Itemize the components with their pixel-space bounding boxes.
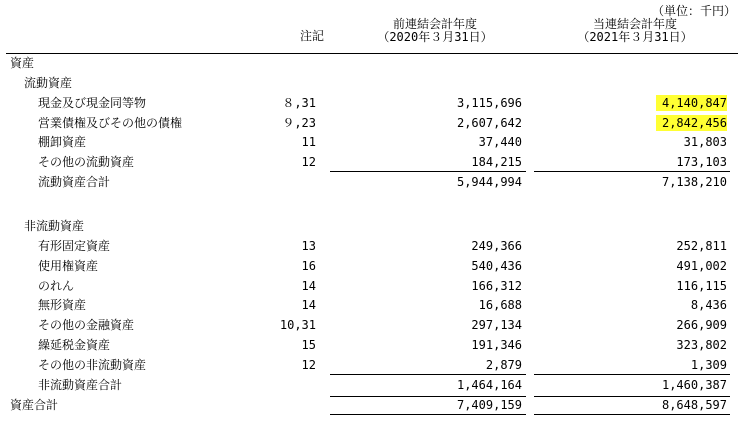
row-curr-value: 8,436 [690, 298, 727, 312]
row-label: 棚卸資産 [38, 135, 87, 149]
subtotal-rule-prev [330, 374, 526, 375]
total-rule-prev-bottom [330, 414, 526, 415]
row-label: 使用権資産 [38, 259, 99, 273]
row-prev-value: 37,440 [478, 135, 522, 149]
row-note: 11 [301, 135, 316, 149]
total-rule-curr [534, 396, 730, 397]
row-prev-value: 2,607,642 [456, 116, 522, 130]
row-prev-value: 16,688 [478, 298, 522, 312]
row-note: 15 [301, 338, 316, 352]
row-label: 有形固定資産 [38, 239, 111, 253]
row-label: その他の金融資産 [38, 318, 135, 332]
row-curr-value: 491,002 [676, 259, 727, 273]
subtotal-rule-prev [330, 171, 526, 172]
row-label: その他の流動資産 [38, 155, 135, 169]
row-prev-value: 1,464,164 [456, 378, 522, 392]
row-prev-value: 191,346 [471, 338, 522, 352]
row-label: 営業債権及びその他の債権 [38, 116, 183, 130]
row-curr-value: 116,115 [676, 279, 727, 293]
row-curr-value: 323,802 [676, 338, 727, 352]
row-label: 資産合計 [10, 398, 59, 412]
row-prev-value: 3,115,696 [456, 96, 522, 110]
row-note: 14 [301, 298, 316, 312]
row-prev-value: 2,879 [485, 358, 522, 372]
row-curr-value: 173,103 [676, 155, 727, 169]
row-prev-value: 249,366 [471, 239, 522, 253]
row-label: 繰延税金資産 [38, 338, 111, 352]
row-note: 12 [301, 358, 316, 372]
subtotal-rule-curr [534, 171, 730, 172]
row-curr-value: 1,460,387 [661, 378, 727, 392]
header-curr-title: 当連結会計年度 [592, 17, 677, 31]
row-prev-value: 540,436 [471, 259, 522, 273]
row-curr-value: 7,138,210 [661, 175, 727, 189]
row-prev-value: 7,409,159 [456, 398, 522, 412]
subtotal-rule-curr [534, 374, 730, 375]
header-prev-title: 前連結会計年度 [392, 17, 477, 31]
row-label: その他の非流動資産 [38, 358, 147, 372]
row-label: 現金及び現金同等物 [38, 96, 147, 110]
row-label: 流動資産合計 [38, 175, 111, 189]
row-prev-value: 297,134 [471, 318, 522, 332]
row-label: 無形資産 [38, 298, 87, 312]
row-label: 非流動資産 [24, 219, 85, 233]
row-label: 流動資産 [24, 76, 73, 90]
row-note: 10,31 [279, 318, 316, 332]
row-note: 16 [301, 259, 316, 273]
row-curr-value: 31,803 [683, 135, 727, 149]
row-curr-value: 8,648,597 [661, 398, 727, 412]
header-curr-date: （2021年３月31日） [577, 30, 693, 44]
row-curr-value: 266,909 [676, 318, 727, 332]
row-label: のれん [38, 279, 75, 293]
row-label: 資産 [10, 56, 35, 70]
highlighted-value: 4,140,847 [656, 95, 727, 111]
row-note: 12 [301, 155, 316, 169]
unit-label: （単位：千円） [651, 4, 736, 18]
row-curr-value [580, 116, 727, 130]
row-prev-value: 184,215 [471, 155, 522, 169]
row-note: 13 [301, 239, 316, 253]
header-rule [6, 53, 738, 54]
row-curr-value: 252,811 [676, 239, 727, 253]
header-prev-date: （2020年３月31日） [377, 30, 493, 44]
row-note: ８,31 [282, 96, 316, 110]
row-label: 非流動資産合計 [38, 378, 123, 392]
row-note: 14 [301, 279, 316, 293]
row-prev-value: 5,944,994 [456, 175, 522, 189]
row-prev-value: 166,312 [471, 279, 522, 293]
highlighted-value: 2,842,456 [656, 115, 727, 131]
total-rule-curr-bottom [534, 414, 730, 415]
total-rule-prev [330, 396, 526, 397]
row-curr-value: 1,309 [690, 358, 727, 372]
row-note: ９,23 [282, 116, 316, 130]
row-curr-value [580, 96, 727, 110]
header-note: 注記 [299, 29, 324, 43]
